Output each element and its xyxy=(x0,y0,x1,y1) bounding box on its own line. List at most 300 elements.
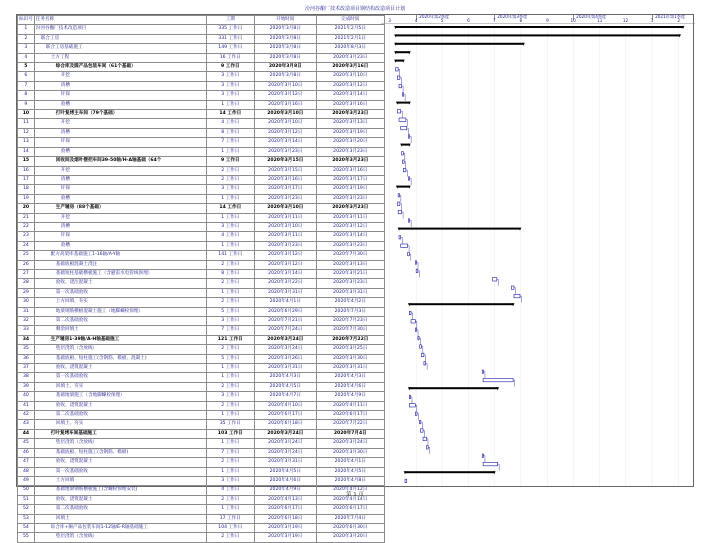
task-name: 基础短柱基础横板施工（含避雷水电管线预埋） xyxy=(34,269,206,278)
summary-bar xyxy=(396,51,410,53)
table-row[interactable] xyxy=(18,128,385,137)
task-start: 2020年4月1日 xyxy=(254,298,316,307)
task-finish: 2021年2月5日 xyxy=(316,25,384,34)
task-finish: 2020年3月16日 xyxy=(316,166,384,175)
task-start: 2020年7月21日 xyxy=(254,317,316,326)
task-start: 2020年4月3日 xyxy=(254,373,316,382)
task-duration: 7 工作日 xyxy=(206,448,254,457)
task-id: 26 xyxy=(18,260,35,269)
task-bar xyxy=(396,68,399,71)
table-row[interactable] xyxy=(18,204,385,213)
task-id: 7 xyxy=(18,81,35,90)
table-row[interactable] xyxy=(18,81,385,90)
table-row[interactable] xyxy=(18,505,385,514)
table-row[interactable] xyxy=(18,345,385,354)
task-finish: 2020年4月8日 xyxy=(316,476,384,485)
month-label: 3 xyxy=(388,18,391,23)
task-name: 上方回填、夯实 xyxy=(34,298,206,307)
task-start: 2020年3月26日 xyxy=(254,354,316,363)
task-duration: 2 工作日 xyxy=(206,382,254,391)
task-duration: 1 工作日 xyxy=(206,100,254,109)
task-duration: 4 工作日 xyxy=(206,486,254,495)
task-finish: 2020年4月11日 xyxy=(316,401,384,410)
task-duration: 8 工作日 xyxy=(206,269,254,278)
task-start: 2020年3月12日 xyxy=(254,91,316,100)
task-id: 21 xyxy=(18,213,35,222)
task-bar xyxy=(409,311,411,314)
table-row[interactable] xyxy=(18,288,385,297)
task-id: 29 xyxy=(18,288,35,297)
task-start: 2020年3月12日 xyxy=(254,260,316,269)
table-row[interactable] xyxy=(18,147,385,156)
task-start: 2020年3月10日 xyxy=(254,119,316,128)
task-start: 2020年3月23日 xyxy=(254,147,316,156)
task-bar xyxy=(483,462,498,465)
task-start: 2020年6月18日 xyxy=(254,514,316,523)
task-duration: 17 工作日 xyxy=(206,514,254,523)
task-name: 第一次基础验收 xyxy=(34,467,206,476)
task-bar xyxy=(397,202,400,205)
task-id: 14 xyxy=(18,147,35,156)
task-name: 土方回填 xyxy=(34,476,206,485)
task-finish: 2020年4月1日 xyxy=(316,458,384,467)
task-id: 34 xyxy=(18,335,35,344)
task-name: 验槽 xyxy=(34,241,206,250)
table-row[interactable] xyxy=(18,34,385,43)
task-start: 2020年3月15日 xyxy=(254,166,316,175)
table-row[interactable] xyxy=(18,72,385,81)
task-start: 2020年3月14日 xyxy=(254,269,316,278)
task-finish: 2020年3月20日 xyxy=(316,533,384,542)
table-row[interactable] xyxy=(18,354,385,363)
task-duration: 2 工作日 xyxy=(206,279,254,288)
table-row[interactable] xyxy=(18,91,385,100)
task-start: 2020年3月8日 xyxy=(254,72,316,81)
task-name: 垫层浇筑（含放线） xyxy=(34,439,206,448)
task-duration: 2 工作日 xyxy=(206,495,254,504)
task-duration: 104 工作日 xyxy=(206,523,254,532)
task-id: 18 xyxy=(18,185,35,194)
task-start: 2020年4月7日 xyxy=(254,392,316,401)
task-duration: 1 工作日 xyxy=(206,288,254,297)
table-row[interactable] xyxy=(18,175,385,184)
task-bar xyxy=(423,437,426,440)
task-name: 基础地梁钢筋横板施工(含螺栓预埋安装) xyxy=(34,486,206,495)
summary-bar xyxy=(409,303,513,305)
task-id: 54 xyxy=(18,523,35,532)
task-bar xyxy=(409,404,415,407)
task-finish: 2020年7月4日 xyxy=(316,514,384,523)
task-duration: 1 工作日 xyxy=(206,241,254,250)
col-name-header: 任务名称 xyxy=(34,16,206,25)
task-name: 基础底板混凝土浇注 xyxy=(34,260,206,269)
task-duration: 14 工作日 xyxy=(206,110,254,119)
table-row[interactable] xyxy=(18,185,385,194)
table-row[interactable] xyxy=(18,213,385,222)
task-bar xyxy=(514,294,520,297)
table-row[interactable] xyxy=(18,100,385,109)
task-bar xyxy=(483,378,513,381)
table-row[interactable] xyxy=(18,241,385,250)
month-label: 9 xyxy=(546,18,549,23)
summary-bar xyxy=(399,228,520,230)
table-row[interactable] xyxy=(18,44,385,53)
task-name: 配方高架库基础施工1-16轴/A-Y轴 xyxy=(34,251,206,260)
task-duration: 2 工作日 xyxy=(206,175,254,184)
table-row[interactable] xyxy=(18,166,385,175)
task-start: 2020年3月8日 xyxy=(254,25,316,34)
gantt-bars xyxy=(381,15,695,488)
task-name: 垫层浇筑（含放线） xyxy=(34,345,206,354)
task-start: 2020年3月16日 xyxy=(254,100,316,109)
task-finish: 2020年3月13日 xyxy=(316,260,384,269)
task-start: 2020年3月8日 xyxy=(254,34,316,43)
task-bar xyxy=(402,152,404,155)
task-name: 钎探 xyxy=(34,185,206,194)
task-id: 45 xyxy=(18,439,35,448)
task-id: 15 xyxy=(18,157,35,166)
task-start: 2020年4月5日 xyxy=(254,382,316,391)
task-name: 钎探 xyxy=(34,138,206,147)
month-label: 2 xyxy=(677,18,681,23)
table-row[interactable] xyxy=(18,232,385,241)
task-duration: 149 工作日 xyxy=(206,44,254,53)
task-duration: 14 工作日 xyxy=(206,204,254,213)
table-row[interactable] xyxy=(18,63,385,72)
task-finish: 2020年7月30日 xyxy=(316,326,384,335)
task-finish: 2020年3月31日 xyxy=(316,288,384,297)
table-row[interactable] xyxy=(18,420,385,429)
task-start: 2020年3月16日 xyxy=(254,175,316,184)
table-row[interactable] xyxy=(18,392,385,401)
task-name: 综合库及圆产品包装车间（61个基础） xyxy=(34,63,206,72)
task-finish: 2020年6月17日 xyxy=(316,505,384,514)
task-finish: 2020年3月23日 xyxy=(316,157,384,166)
task-name: 基础底板、短柱施工(含钢筋、模板、混凝土) xyxy=(34,354,206,363)
task-duration: 4 工作日 xyxy=(206,119,254,128)
table-row[interactable] xyxy=(18,382,385,391)
table-row[interactable] xyxy=(18,25,385,34)
table-row[interactable] xyxy=(18,439,385,448)
task-bar xyxy=(416,269,418,272)
task-finish: 2020年3月17日 xyxy=(316,175,384,184)
task-bar xyxy=(421,353,424,356)
table-row[interactable] xyxy=(18,194,385,203)
task-duration: 4 工作日 xyxy=(206,232,254,241)
col-start-header: 开始时间 xyxy=(254,16,316,25)
month-label: 6 xyxy=(467,18,470,23)
task-bar xyxy=(401,126,407,129)
task-finish: 2020年3月30日 xyxy=(316,448,384,457)
task-name: 第二次基础验收 xyxy=(34,317,206,326)
task-start: 2020年3月24日 xyxy=(254,335,316,344)
task-finish: 2020年3月24日 xyxy=(316,439,384,448)
task-id: 47 xyxy=(18,458,35,467)
task-bar xyxy=(415,328,416,331)
task-table xyxy=(17,15,385,543)
task-id: 17 xyxy=(18,175,35,184)
task-id: 37 xyxy=(18,364,35,373)
task-name: 剩余回填土 xyxy=(34,326,206,335)
task-start: 2020年3月8日 xyxy=(254,44,316,53)
task-duration: 1 工作日 xyxy=(206,194,254,203)
task-finish: 2020年7月4日 xyxy=(316,429,384,438)
task-start: 2020年3月31日 xyxy=(254,288,316,297)
month-label: 10 xyxy=(570,18,576,23)
task-name: 生产辅房（88个基础） xyxy=(34,204,206,213)
table-row[interactable] xyxy=(18,53,385,62)
task-bar xyxy=(409,395,410,398)
table-row[interactable] xyxy=(18,523,385,532)
table-row[interactable] xyxy=(18,251,385,260)
task-id: 53 xyxy=(18,514,35,523)
task-id: 43 xyxy=(18,420,35,429)
task-name: 第二次基础验收 xyxy=(34,411,206,420)
task-start: 2020年3月22日 xyxy=(254,279,316,288)
table-row[interactable] xyxy=(18,138,385,147)
task-start: 2020年3月31日 xyxy=(254,458,316,467)
task-name: 验槽 xyxy=(34,194,206,203)
table-row[interactable] xyxy=(18,110,385,119)
task-name: 回收间及烟叶摆把车间39-50轴/H-A轴基础（64个 xyxy=(34,157,206,166)
task-duration: 1 工作日 xyxy=(206,439,254,448)
task-duration: 2 工作日 xyxy=(206,166,254,175)
task-start: 2020年3月12日 xyxy=(254,251,316,260)
task-bar xyxy=(482,454,483,457)
task-id: 32 xyxy=(18,317,35,326)
task-bar xyxy=(405,479,407,482)
table-row[interactable] xyxy=(18,222,385,231)
table-row[interactable] xyxy=(18,326,385,335)
task-finish: 2020年4月6日 xyxy=(316,382,384,391)
task-id: 44 xyxy=(18,429,35,438)
task-bar xyxy=(408,252,410,255)
task-id: 38 xyxy=(18,373,35,382)
task-bar xyxy=(399,236,401,239)
task-bar xyxy=(408,135,409,138)
task-finish: 2020年3月25日 xyxy=(316,345,384,354)
task-duration: 9 工作日 xyxy=(206,63,254,72)
table-row[interactable] xyxy=(18,514,385,523)
task-duration: 335 工作日 xyxy=(206,25,254,34)
task-finish: 2021年2月1日 xyxy=(316,34,384,43)
task-start: 2020年3月23日 xyxy=(254,194,316,203)
task-name: 第一次基础验收 xyxy=(34,373,206,382)
task-name: 打叶复烤主车间（79个基础） xyxy=(34,110,206,119)
task-name: 回填土、夯实 xyxy=(34,420,206,429)
task-start: 2020年3月10日 xyxy=(254,222,316,231)
task-start: 2020年3月24日 xyxy=(254,448,316,457)
task-duration: 1 工作日 xyxy=(206,505,254,514)
task-finish: 2020年6月17日 xyxy=(316,411,384,420)
table-row[interactable] xyxy=(18,157,385,166)
task-bar xyxy=(401,244,408,247)
task-id: 10 xyxy=(18,110,35,119)
task-id: 3 xyxy=(18,44,35,53)
quarter-label: 2020年第2季度 xyxy=(416,15,494,20)
task-start: 2020年4月13日 xyxy=(254,495,316,504)
summary-bar xyxy=(396,34,680,36)
table-row[interactable] xyxy=(18,476,385,485)
col-finish-header: 完成时间 xyxy=(316,16,384,25)
task-id: 28 xyxy=(18,279,35,288)
task-id: 27 xyxy=(18,269,35,278)
task-start: 2020年6月29日 xyxy=(254,307,316,316)
task-name: 打叶复烤车间基础施工 xyxy=(34,429,206,438)
task-start: 2020年4月9日 xyxy=(254,486,316,495)
task-finish: 2020年4月3日 xyxy=(316,373,384,382)
task-name: 回填土、夯实 xyxy=(34,382,206,391)
task-finish: 2020年3月20日 xyxy=(316,138,384,147)
task-id: 33 xyxy=(18,326,35,335)
table-row[interactable] xyxy=(18,364,385,373)
table-row[interactable] xyxy=(18,279,385,288)
task-finish: 2020年3月23日 xyxy=(316,279,384,288)
task-bar xyxy=(398,210,401,213)
task-id: 46 xyxy=(18,448,35,457)
task-id: 22 xyxy=(18,222,35,231)
task-id: 11 xyxy=(18,119,35,128)
task-bar xyxy=(420,345,422,348)
table-row[interactable] xyxy=(18,448,385,457)
table-row[interactable] xyxy=(18,373,385,382)
task-bar xyxy=(408,177,409,180)
task-finish: 2020年3月23日 xyxy=(316,110,384,119)
task-duration: 1 工作日 xyxy=(206,411,254,420)
task-duration: 8 工作日 xyxy=(206,128,254,137)
task-id: 1 xyxy=(18,25,35,34)
task-duration: 9 工作日 xyxy=(206,157,254,166)
task-id: 50 xyxy=(18,486,35,495)
task-name: 清槽 xyxy=(34,81,206,90)
table-row[interactable] xyxy=(18,307,385,316)
task-duration: 1 工作日 xyxy=(206,373,254,382)
summary-bar xyxy=(397,102,409,104)
task-duration: 141 工作日 xyxy=(206,251,254,260)
table-row[interactable] xyxy=(18,317,385,326)
task-start: 2020年3月10日 xyxy=(254,81,316,90)
table-row[interactable] xyxy=(18,458,385,467)
task-duration: 3 工作日 xyxy=(206,392,254,401)
task-name: 基础地梁施工（含地脚螺栓预埋） xyxy=(34,392,206,401)
task-finish: 2020年3月16日 xyxy=(316,63,384,72)
task-start: 2020年3月11日 xyxy=(254,232,316,241)
table-row[interactable] xyxy=(18,429,385,438)
task-start: 2020年3月19日 xyxy=(254,533,316,542)
task-name: 联合工房 xyxy=(34,34,206,43)
task-finish: 2020年3月13日 xyxy=(316,119,384,128)
month-label: 4 xyxy=(414,18,418,23)
quarter-label: 2021年第1季度 xyxy=(652,15,695,20)
task-finish: 2020年4月14日 xyxy=(316,495,384,504)
month-label: 1 xyxy=(650,18,654,23)
table-row[interactable] xyxy=(18,269,385,278)
page-title: 汾河谷酿厂技术改造项目钢结构改造项目计划 xyxy=(304,6,405,12)
table-row[interactable] xyxy=(18,401,385,410)
task-bar xyxy=(403,168,406,171)
table-row[interactable] xyxy=(18,411,385,420)
task-id: 51 xyxy=(18,495,35,504)
task-finish: 2020年3月12日 xyxy=(316,222,384,231)
task-finish: 2020年3月23日 xyxy=(316,241,384,250)
table-row[interactable] xyxy=(18,119,385,128)
task-id: 5 xyxy=(18,63,35,72)
task-start: 2020年6月17日 xyxy=(254,411,316,420)
task-duration: 103 工作日 xyxy=(206,429,254,438)
table-row[interactable] xyxy=(18,533,385,542)
task-finish: 2020年3月23日 xyxy=(316,194,384,203)
task-name: 开挖 xyxy=(34,119,206,128)
task-finish: 2020年3月23日 xyxy=(316,147,384,156)
table-row[interactable] xyxy=(18,298,385,307)
task-id: 2 xyxy=(18,34,35,43)
task-start: 2020年3月8日 xyxy=(254,53,316,62)
task-bar xyxy=(408,219,409,222)
task-start: 2020年3月15日 xyxy=(254,157,316,166)
task-id: 36 xyxy=(18,354,35,363)
task-duration: 1 工作日 xyxy=(206,213,254,222)
task-bar xyxy=(411,320,415,323)
task-duration: 35 工作日 xyxy=(206,420,254,429)
task-id: 40 xyxy=(18,392,35,401)
table-row[interactable] xyxy=(18,467,385,476)
task-finish: 2020年3月14日 xyxy=(316,232,384,241)
task-duration: 5 工作日 xyxy=(206,307,254,316)
task-bar xyxy=(397,76,400,79)
task-id: 55 xyxy=(18,533,35,542)
task-bar xyxy=(424,362,426,365)
task-id: 16 xyxy=(18,166,35,175)
task-start: 2020年3月19日 xyxy=(254,523,316,532)
task-finish: 2020年4月9日 xyxy=(316,392,384,401)
task-id: 52 xyxy=(18,505,35,514)
task-start: 2020年4月10日 xyxy=(254,401,316,410)
task-id: 41 xyxy=(18,401,35,410)
task-finish: 2020年7月22日 xyxy=(316,420,384,429)
task-id: 42 xyxy=(18,411,35,420)
summary-bar xyxy=(396,43,524,45)
task-start: 2020年3月24日 xyxy=(254,345,316,354)
table-row[interactable] xyxy=(18,260,385,269)
task-start: 2020年7月24日 xyxy=(254,326,316,335)
quarter-label: 2020年第4季度 xyxy=(573,15,652,20)
task-finish: 2020年8月3日 xyxy=(316,44,384,53)
task-start: 2020年4月6日 xyxy=(254,476,316,485)
task-duration: 2 工作日 xyxy=(206,401,254,410)
task-start: 2020年4月5日 xyxy=(254,467,316,476)
month-label: 12 xyxy=(622,18,629,23)
task-id: 49 xyxy=(18,476,35,485)
summary-bar xyxy=(405,471,494,473)
task-name: 验槽 xyxy=(34,100,206,109)
task-name: 钎探 xyxy=(34,91,206,100)
task-duration: 1 工作日 xyxy=(206,147,254,156)
summary-bar xyxy=(409,387,497,389)
table-row[interactable] xyxy=(18,335,385,344)
task-finish: 2020年6月30日 xyxy=(316,523,384,532)
task-duration: 3 工作日 xyxy=(206,72,254,81)
task-duration: 2 工作日 xyxy=(206,533,254,542)
task-bar xyxy=(493,278,497,281)
task-name: 第二次基础验收 xyxy=(34,505,206,514)
task-id: 25 xyxy=(18,251,35,260)
task-id: 19 xyxy=(18,194,35,203)
task-duration: 2 工作日 xyxy=(206,298,254,307)
task-start: 2020年3月12日 xyxy=(254,128,316,137)
task-finish: 2020年3月11日 xyxy=(316,213,384,222)
task-finish: 2020年3月23日 xyxy=(316,53,384,62)
task-duration: 7 工作日 xyxy=(206,138,254,147)
